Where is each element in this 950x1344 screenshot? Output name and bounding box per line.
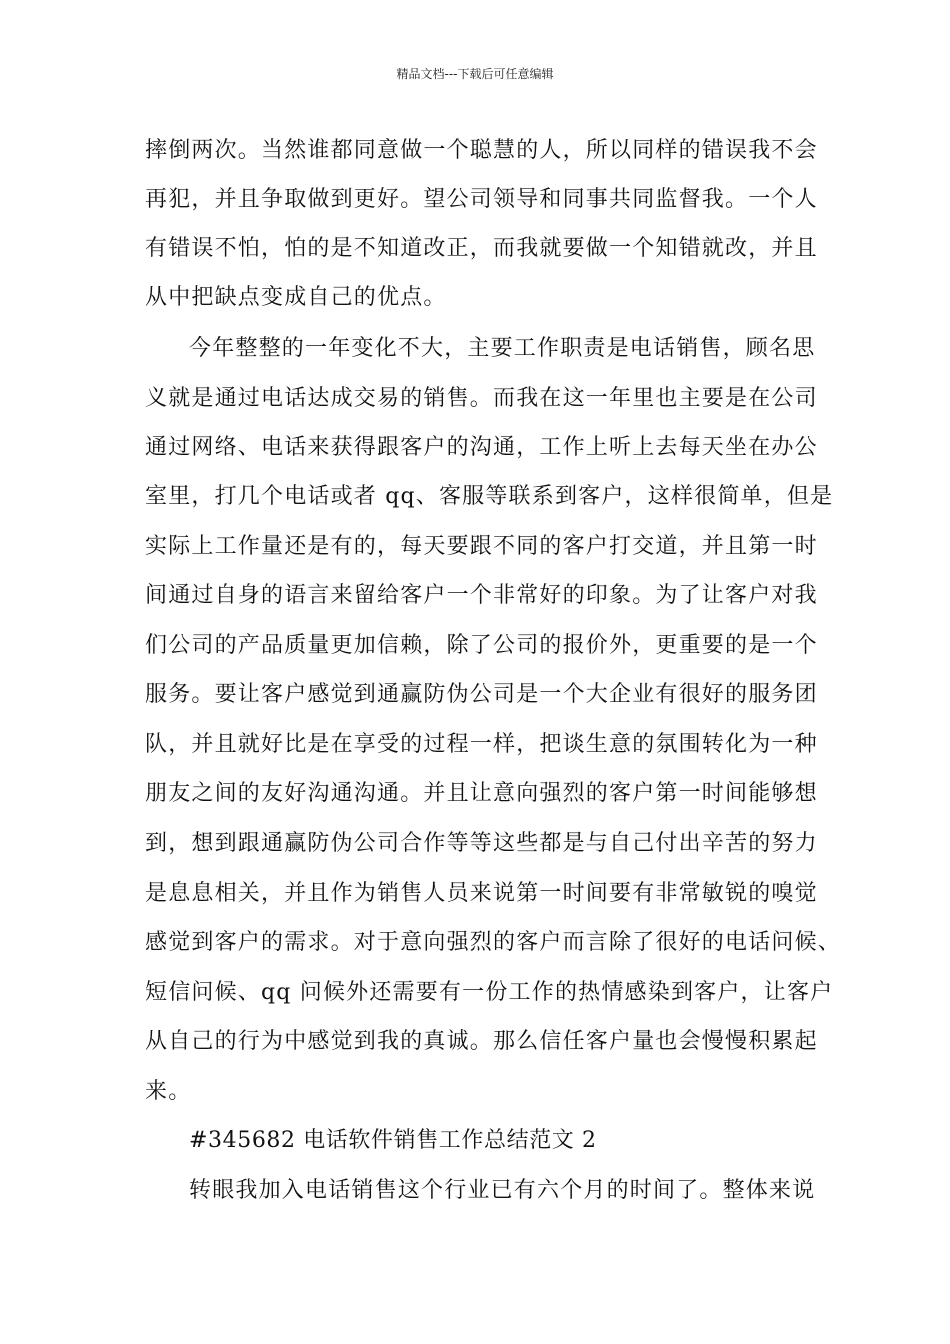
text-line: 从中把缺点变成自己的优点。 bbox=[145, 285, 447, 310]
text-line: 从自己的行为中感觉到我的真诚。那么信任客户量也会慢慢积累起 bbox=[145, 1029, 818, 1054]
text-line: 服务。要让客户感觉到通赢防伪公司是一个大企业有很好的服务团 bbox=[145, 682, 818, 707]
text-line: 到，想到跟通赢防伪公司合作等等这些都是与自己付出辛苦的努力 bbox=[145, 831, 818, 856]
text-line: 有错误不怕，怕的是不知道改正，而我就要做一个知错就改，并且 bbox=[145, 236, 818, 261]
text-line: 再犯，并且争取做到更好。望公司领导和同事共同监督我。一个人 bbox=[145, 187, 818, 212]
text-line: 间通过自身的语言来留给客户一个非常好的印象。为了让客户对我 bbox=[145, 583, 818, 608]
page-header: 精品文档---下载后可任意编辑 bbox=[396, 67, 554, 81]
text-line: 室里，打几个电话或者 qq、客服等联系到客户，这样很简单，但是 bbox=[145, 484, 834, 509]
text-line: 义就是通过电话达成交易的销售。而我在这一年里也主要是在公司 bbox=[145, 386, 818, 411]
text-line: 短信问候、qq 问候外还需要有一份工作的热情感染到客户，让客户 bbox=[145, 980, 834, 1005]
text-line: 队，并且就好比是在享受的过程一样，把谈生意的氛围转化为一种 bbox=[145, 732, 818, 757]
text-line: 实际上工作量还是有的，每天要跟不同的客户打交道，并且第一时 bbox=[145, 534, 818, 559]
text-line: 今年整整的一年变化不大，主要工作职责是电话销售，顾名思 bbox=[189, 336, 816, 361]
text-line: 摔倒两次。当然谁都同意做一个聪慧的人，所以同样的错误我不会 bbox=[145, 138, 818, 163]
section-heading: #345682 电话软件销售工作总结范文 2 bbox=[189, 1128, 597, 1153]
text-line: 转眼我加入电话销售这个行业已有六个月的时间了。整体来说 bbox=[189, 1178, 816, 1203]
text-line: 通过网络、电话来获得跟客户的沟通，工作上听上去每天坐在办公 bbox=[145, 435, 818, 460]
text-line: 们公司的产品质量更加信赖，除了公司的报价外，更重要的是一个 bbox=[145, 633, 818, 658]
text-line: 是息息相关，并且作为销售人员来说第一时间要有非常敏锐的嗅觉 bbox=[145, 881, 818, 906]
text-line: 朋友之间的友好沟通沟通。并且让意向强烈的客户第一时间能够想 bbox=[145, 781, 818, 806]
text-line: 感觉到客户的需求。对于意向强烈的客户而言除了很好的电话问候、 bbox=[145, 930, 842, 955]
text-line: 来。 bbox=[145, 1079, 192, 1104]
